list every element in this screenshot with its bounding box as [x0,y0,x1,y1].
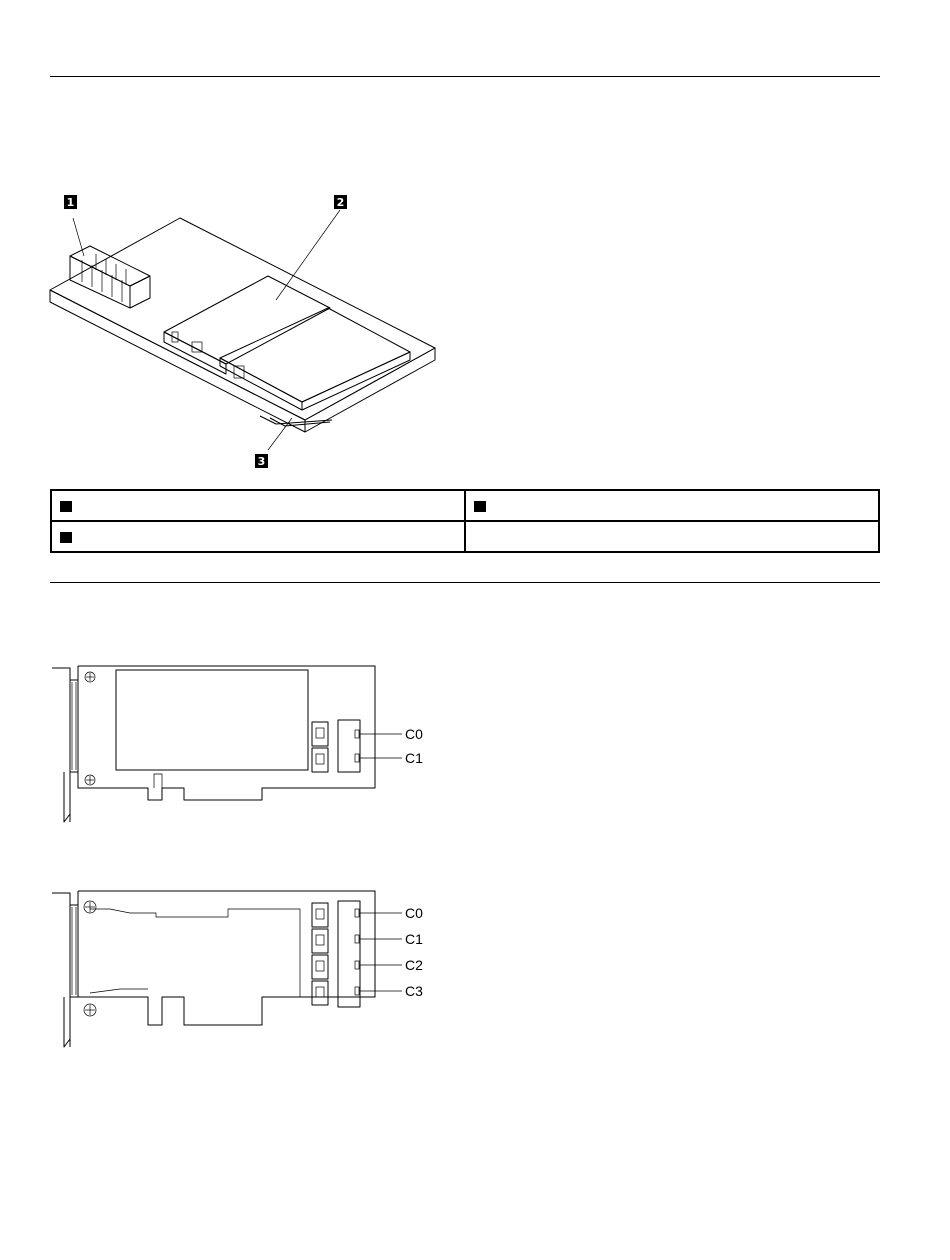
callout-1 [64,195,77,209]
svg-text:1: 1 [66,196,75,209]
callout-marker-2 [474,501,486,512]
legend-cell-empty [465,521,879,552]
adapter-four-connector-illustration [50,887,440,1052]
legend-cell-2 [465,490,879,521]
callout-2 [334,195,347,209]
connector-label-c3: C3 [405,983,423,999]
callout-marker-3 [60,532,72,543]
adapter-two-connector-illustration [50,662,440,827]
legend-row [51,490,879,521]
callout-3 [255,454,268,468]
connector-label-c0: C0 [405,905,423,921]
callout-marker-1 [60,501,72,512]
svg-text:2: 2 [336,196,345,209]
module-illustration [40,190,460,470]
connector-label-c0: C0 [405,726,423,742]
section-rule [50,582,880,583]
svg-text:3: 3 [257,455,266,468]
callout-legend-table [50,489,880,553]
connector-label-c1: C1 [405,750,423,766]
legend-cell-3 [51,521,465,552]
connector-label-c1: C1 [405,931,423,947]
top-rule [50,76,880,77]
legend-row [51,521,879,552]
legend-cell-1 [51,490,465,521]
connector-label-c2: C2 [405,957,423,973]
